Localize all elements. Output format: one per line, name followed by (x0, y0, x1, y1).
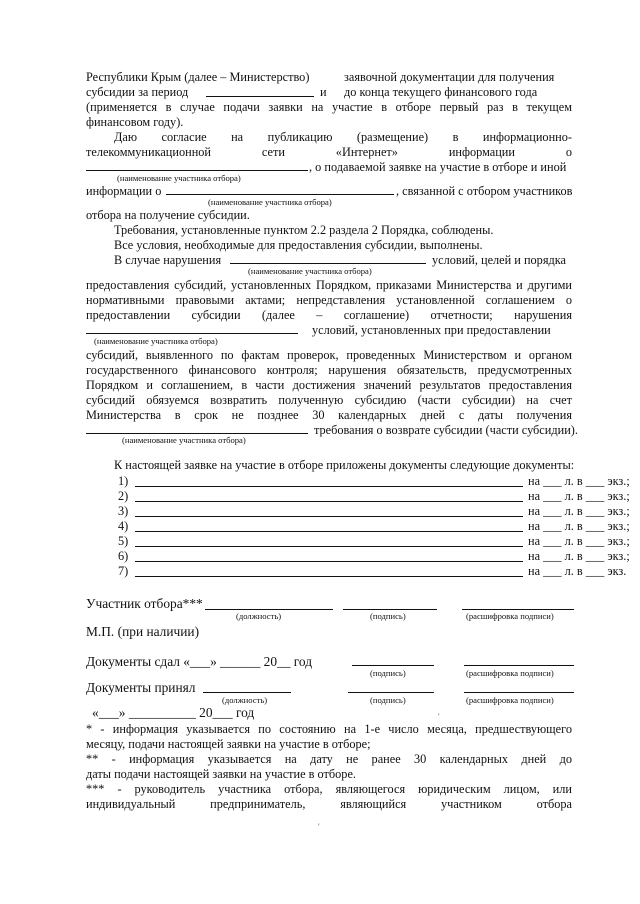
text-line: субсидии за период (86, 85, 189, 99)
document-name-blank[interactable] (135, 561, 523, 562)
decoding-blank[interactable] (464, 692, 574, 693)
submitted-label: Документы сдал «___» ______ 20__ год (86, 654, 313, 669)
document-name-blank[interactable] (135, 576, 523, 577)
text-line: предоставления субсидий, установленных Порядком, приказами Министерства и другими (86, 278, 572, 292)
document-number: 2) (118, 489, 129, 503)
caption: (подпись) (370, 611, 406, 621)
document-row (118, 534, 630, 548)
document-pages-copies: на ___ л. в ___ экз.; (528, 519, 630, 533)
text-line: отбора на получение субсидии. (86, 208, 250, 222)
document-pages-copies: на ___ л. в ___ экз.; (528, 474, 630, 488)
text-line: Республики Крым (далее – Министерство) (86, 70, 310, 84)
text-line: до конца текущего финансового года (344, 85, 538, 99)
footnote-line: * - информация указывается по состоянию на 1-е число месяца, предшествующего (86, 722, 572, 736)
decoding-blank[interactable] (464, 665, 574, 666)
footnote-line: *** - руководитель участника отбора, являющегося юридическим лицом, или (86, 782, 572, 796)
caption: (расшифровка подписи) (466, 668, 554, 678)
document-row (118, 549, 630, 563)
text-line: государственного финансового контроля; нарушения обязательств, предусмотренных (86, 363, 572, 377)
participant-name-blank[interactable] (86, 170, 308, 171)
text-line: условий, целей и порядка (432, 253, 566, 267)
participant-name-blank[interactable] (230, 263, 426, 264)
text-line: субсидий, выявленного по фактам проверок, проведенных Министерством и органом (86, 348, 572, 362)
text-line: (применяется в случае подачи заявки на участие в отборе первый раз в текущем (86, 100, 572, 114)
caption: (расшифровка подписи) (466, 611, 554, 621)
text-line: субсидий обязуемся возвратить полученную субсидию (части субсидии) на счет (86, 393, 572, 407)
document-number: 7) (118, 564, 129, 578)
participant-label: Участник отбора*** (86, 596, 203, 611)
caption: (наименование участника отбора) (117, 173, 241, 183)
text-line: информации о (86, 184, 162, 198)
document-row (118, 504, 630, 518)
document-pages-copies: на ___ л. в ___ экз.; (528, 489, 630, 503)
signature-blank[interactable] (343, 609, 437, 610)
document-number: 4) (118, 519, 129, 533)
text-line: Порядком и соглашением, в части достижения значений результатов предоставления (86, 378, 572, 392)
text-line: телекоммуникационной сети «Интернет» информации о (86, 145, 572, 159)
caption: (подпись) (370, 695, 406, 705)
footnote-line: даты подачи настоящей заявки на участие в отборе. (86, 767, 356, 781)
signature-blank[interactable] (348, 692, 434, 693)
document-number: 6) (118, 549, 129, 563)
caption: (наименование участника отбора) (94, 336, 218, 346)
text-line: В случае нарушения (114, 253, 222, 267)
caption: (наименование участника отбора) (208, 197, 332, 207)
text-line: нормативными правовыми актами; непредставления установленной соглашением о (86, 293, 572, 307)
document-name-blank[interactable] (135, 516, 523, 517)
document-name-blank[interactable] (135, 486, 523, 487)
document-number: 3) (118, 504, 129, 518)
position-blank[interactable] (203, 692, 291, 693)
document-name-blank[interactable] (135, 546, 523, 547)
signature-blank[interactable] (352, 665, 434, 666)
text-line: требования о возврате субсидии (части субсидии). (314, 423, 578, 437)
position-blank[interactable] (205, 609, 333, 610)
text-line: , о подаваемой заявке на участие в отборе и иной (309, 160, 567, 174)
footnote-line: месяцу, подачи настоящей заявки на участие в отборе; (86, 737, 371, 751)
caption: (наименование участника отбора) (248, 266, 372, 276)
footnote-line: индивидуальный предприниматель, являющийся участником отбора (86, 797, 572, 811)
caption: (должность) (222, 695, 268, 705)
footnote-line: ** - информация указывается на дату не ранее 30 календарных дней до (86, 752, 572, 766)
text-line: заявочной документации для получения (344, 70, 555, 84)
document-row (118, 489, 630, 503)
document-pages-copies: на ___ л. в ___ экз.; (528, 504, 630, 518)
text-line: и (320, 85, 327, 99)
date-line: «___» __________ 20___ год (92, 705, 255, 720)
text-line: финансовом году). (86, 115, 184, 129)
caption: (подпись) (370, 668, 406, 678)
document-row (118, 474, 630, 488)
decoding-blank[interactable] (462, 609, 574, 610)
text-line: предоставлении субсидии (далее – соглашение) отчетности; нарушения (86, 308, 572, 322)
stamp-label: М.П. (при наличии) (86, 624, 200, 639)
participant-name-blank[interactable] (86, 433, 308, 434)
accepted-label: Документы принял (86, 680, 196, 695)
text-line: условий, установленных при предоставлении (312, 323, 551, 337)
document-row (118, 519, 630, 533)
participant-name-blank[interactable] (86, 333, 298, 334)
caption: (наименование участника отбора) (122, 435, 246, 445)
attached-heading: К настоящей заявке на участие в отборе приложены документы следующие документы: (114, 458, 575, 472)
period-start-blank[interactable] (206, 96, 314, 97)
document-name-blank[interactable] (135, 501, 523, 502)
document-number: 5) (118, 534, 129, 548)
text-line: Требования, установленные пунктом 2.2 раздела 2 Порядка, соблюдены. (114, 223, 494, 237)
text-line: , связанной с отбором участников (396, 184, 573, 198)
document-pages-copies: на ___ л. в ___ экз.; (528, 549, 630, 563)
caption: (расшифровка подписи) (466, 695, 554, 705)
document-name-blank[interactable] (135, 531, 523, 532)
participant-name-blank[interactable] (166, 194, 394, 195)
document-row (118, 564, 627, 578)
document-pages-copies: на ___ л. в ___ экз.; (528, 534, 630, 548)
text-line: Министерства в срок не позднее 30 календарных дней с даты получения (86, 408, 572, 422)
scan-speck: ' (318, 822, 320, 832)
text-line: Все условия, необходимые для предоставления субсидии, выполнены. (114, 238, 483, 252)
document-pages-copies: на ___ л. в ___ экз. (528, 564, 627, 578)
scan-speck: ' (438, 712, 440, 722)
text-line: Даю согласие на публикацию (размещение) в информационно- (114, 130, 572, 144)
caption: (должность) (236, 611, 282, 621)
document-number: 1) (118, 474, 129, 488)
